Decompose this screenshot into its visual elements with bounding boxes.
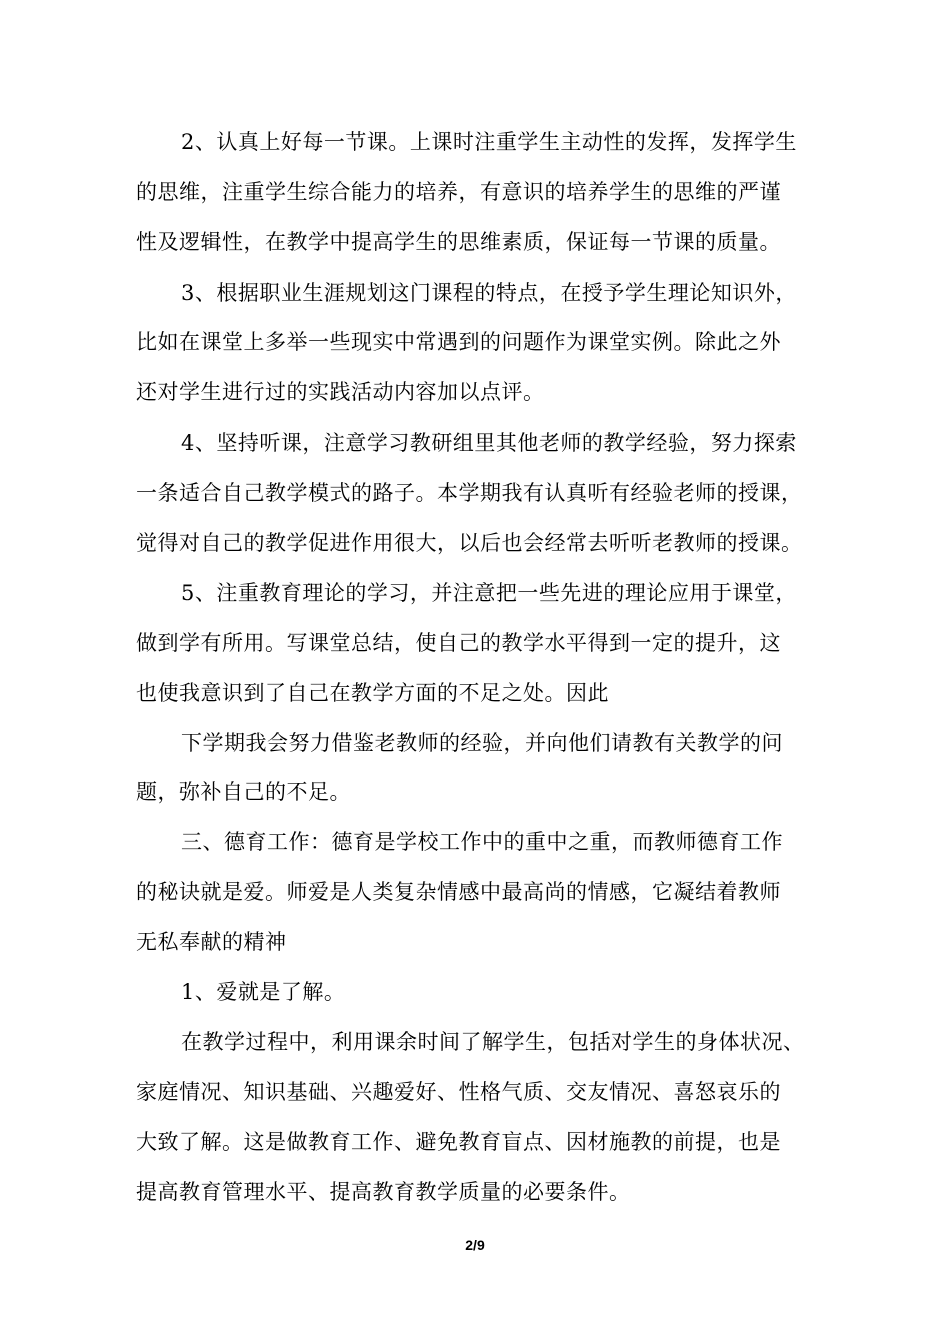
text-line: 下学期我会努力借鉴老教师的经验，并向他们请教有关教学的问 <box>181 731 783 755</box>
text-line: 5、注重教育理论的学习，并注意把一些先进的理论应用于课堂， <box>181 581 797 605</box>
text-line: 性及逻辑性，在教学中提高学生的思维素质，保证每一节课的质量。 <box>136 230 781 254</box>
text-line: 无私奉献的精神 <box>136 930 287 954</box>
text-line: 在教学过程中，利用课余时间了解学生，包括对学生的身体状况、 <box>181 1030 805 1054</box>
text-line: 的秘诀就是爱。师爱是人类复杂情感中最高尚的情感，它凝结着教师 <box>136 880 781 904</box>
text-line: 题，弥补自己的不足。 <box>136 780 351 804</box>
text-line: 一条适合自己教学模式的路子。本学期我有认真听有经验老师的授课， <box>136 481 803 505</box>
text-line: 还对学生进行过的实践活动内容加以点评。 <box>136 380 545 404</box>
text-line: 1、爱就是了解。 <box>181 980 346 1004</box>
text-line: 的思维，注重学生综合能力的培养，有意识的培养学生的思维的严谨 <box>136 180 781 204</box>
text-line: 比如在课堂上多举一些现实中常遇到的问题作为课堂实例。除此之外 <box>136 330 781 354</box>
text-line: 3、根据职业生涯规划这门课程的特点，在授予学生理论知识外， <box>181 281 797 305</box>
page-number: 2/9 <box>465 1237 485 1253</box>
text-line: 做到学有所用。写课堂总结，使自己的教学水平得到一定的提升，这 <box>136 631 781 655</box>
text-line: 2、认真上好每一节课。上课时注重学生主动性的发挥，发挥学生 <box>181 130 797 154</box>
text-line: 三、德育工作：德育是学校工作中的重中之重，而教师德育工作 <box>181 830 783 854</box>
text-line: 觉得对自己的教学促进作用很大，以后也会经常去听听老教师的授课。 <box>136 531 803 555</box>
text-line: 大致了解。这是做教育工作、避免教育盲点、因材施教的前提，也是 <box>136 1130 781 1154</box>
text-line: 家庭情况、知识基础、兴趣爱好、性格气质、交友情况、喜怒哀乐的 <box>136 1080 781 1104</box>
text-line: 提高教育管理水平、提高教育教学质量的必要条件。 <box>136 1180 631 1204</box>
text-line: 也使我意识到了自己在教学方面的不足之处。因此 <box>136 681 609 705</box>
text-line: 4、坚持听课，注意学习教研组里其他老师的教学经验，努力探索 <box>181 431 797 455</box>
